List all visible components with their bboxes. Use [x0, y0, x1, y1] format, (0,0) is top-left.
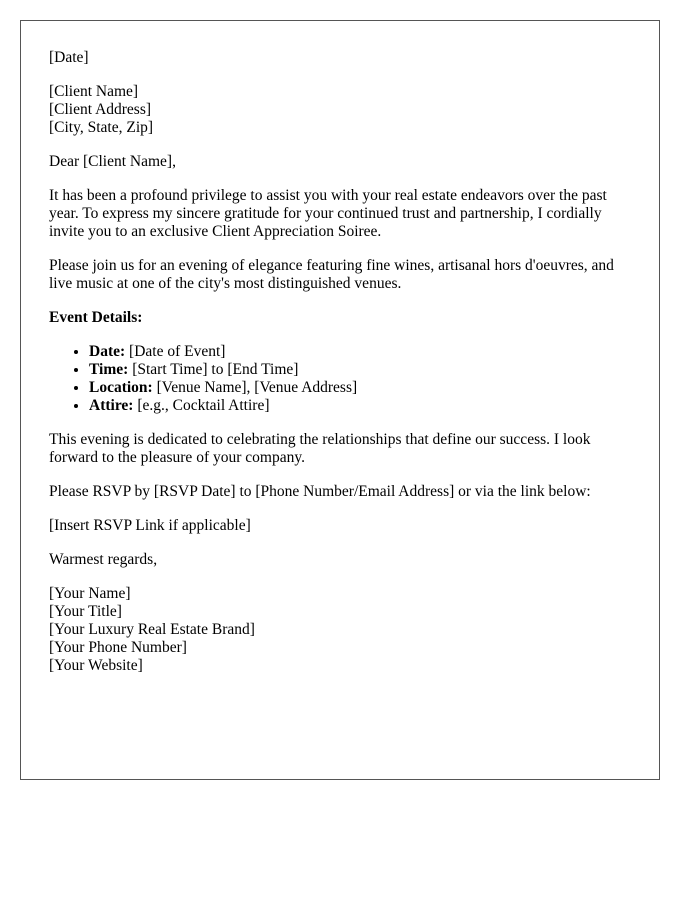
signature-name: [Your Name] [49, 585, 131, 602]
letter-date: [Date] [49, 49, 89, 66]
detail-label: Date: [89, 343, 126, 360]
detail-value: [Start Time] to [End Time] [128, 361, 299, 378]
letter-page [20, 20, 660, 780]
event-detail-date [89, 343, 631, 361]
detail-value: [Date of Event] [125, 343, 226, 360]
rsvp-link: [Insert RSVP Link if applicable] [49, 517, 251, 534]
detail-label: Attire: [89, 397, 134, 414]
recipient-city-state-zip: [City, State, Zip] [49, 119, 154, 136]
invitation-paragraph: Please join us for an evening of elegance featuring fine wines, artisanal hors d'oeuvres, and live music at one of the city's most distinguished venues. [49, 257, 614, 292]
event-detail-attire [89, 397, 631, 415]
signature-title: [Your Title] [49, 603, 122, 620]
salutation: Dear [Client Name], [49, 153, 176, 170]
event-detail-location [89, 379, 631, 397]
detail-label: Location: [89, 379, 153, 396]
intro-paragraph: It has been a profound privilege to assist you with your real estate endeavors over the past year. To express my sincere gratitude for your continued trust and partnership, I cordially invite you to an exclusive Client Appreciation Soiree. [49, 187, 607, 240]
dedication-paragraph: This evening is dedicated to celebrating the relationships that define our success. I look forward to the pleasure of your company. [49, 431, 591, 466]
event-details-list [49, 343, 631, 415]
closing: Warmest regards, [49, 551, 158, 568]
recipient-address-line: [Client Address] [49, 101, 152, 118]
signature-website: [Your Website] [49, 657, 143, 674]
event-detail-time [89, 361, 631, 379]
detail-value: [e.g., Cocktail Attire] [133, 397, 270, 414]
recipient-name: [Client Name] [49, 83, 139, 100]
date-line [49, 49, 631, 67]
signature-phone: [Your Phone Number] [49, 639, 187, 656]
event-details-heading: Event Details: [49, 309, 143, 326]
detail-label: Time: [89, 361, 129, 378]
signature-block [49, 585, 631, 675]
signature-brand: [Your Luxury Real Estate Brand] [49, 621, 255, 638]
rsvp-paragraph: Please RSVP by [RSVP Date] to [Phone Number/Email Address] or via the link below: [49, 483, 591, 500]
detail-value: [Venue Name], [Venue Address] [152, 379, 358, 396]
recipient-address [49, 83, 631, 137]
